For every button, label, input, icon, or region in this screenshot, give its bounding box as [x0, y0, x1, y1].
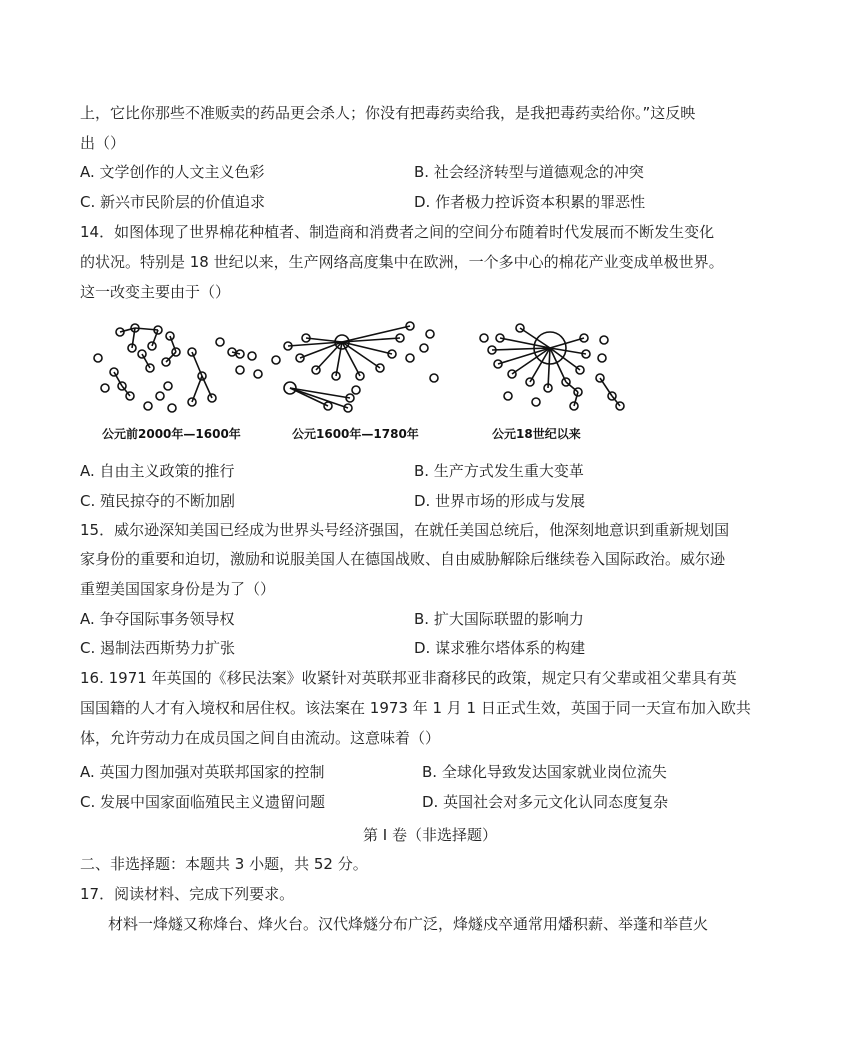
q13-option-c: C. 新兴市民阶层的价值追求 — [80, 193, 266, 211]
network-panel-2 — [272, 322, 438, 412]
network-panel-1 — [94, 324, 262, 412]
q16-option-b: B. 全球化导致发达国家就业岗位流失 — [422, 763, 667, 781]
q14-option-b: B. 生产方式发生重大变革 — [414, 462, 584, 480]
q15-option-b: B. 扩大国际联盟的影响力 — [414, 610, 584, 628]
q16-text-line-1: 16. 1971 年英国的《移民法案》收紧针对英联邦亚非裔移民的政策，规定只有父辈或祖父辈具有英 — [80, 669, 737, 687]
q13-text-line-1: 上，它比你那些不准贩卖的药品更会杀人；你没有把毒药卖给我，是我把毒药卖给你。”这反映 — [80, 104, 696, 122]
q16-option-c: C. 发展中国家面临殖民主义遗留问题 — [80, 793, 326, 811]
figure-caption-2: 公元1600年—1780年 — [292, 427, 419, 441]
q14-text-line-1: 14．如图体现了世界棉花种植者、制造商和消费者之间的空间分布随着时代发展而不断发生变化 — [80, 223, 715, 241]
q15-option-d: D. 谋求雅尔塔体系的构建 — [414, 639, 586, 657]
q15-option-a: A. 争夺国际事务领导权 — [80, 610, 235, 628]
figure-caption-3: 公元18世纪以来 — [492, 427, 581, 441]
network-diagrams — [80, 318, 640, 448]
q14-option-d: D. 世界市场的形成与发展 — [414, 492, 586, 510]
q14-text-line-2: 的状况。特别是 18 世纪以来，生产网络高度集中在欧洲，一个多中心的棉花产业变成单极世界。 — [80, 253, 724, 271]
network-panel-3 — [480, 324, 624, 410]
q13-option-b: B. 社会经济转型与道德观念的冲突 — [414, 163, 644, 181]
section-title: 第 I 卷（非选择题） — [363, 826, 497, 844]
q16-text-line-3: 体，允许劳动力在成员国之间自由流动。这意味着（） — [80, 729, 441, 747]
figure-caption-1: 公元前2000年—1600年 — [102, 427, 241, 441]
q14-text-line-3: 这一改变主要由于（） — [80, 283, 231, 301]
q15-text-line-1: 15．威尔逊深知美国已经成为世界头号经济强国，在就任美国总统后，他深刻地意识到重新规划国 — [80, 521, 730, 539]
q15-text-line-3: 重塑美国国家身份是为了（） — [80, 580, 276, 598]
q15-option-c: C. 遏制法西斯势力扩张 — [80, 639, 236, 657]
q16-option-a: A. 英国力图加强对英联邦国家的控制 — [80, 763, 325, 781]
q15-text-line-2: 家身份的重要和迫切，激励和说服美国人在德国战败、自由威胁解除后继续卷入国际政治。威尔逊 — [80, 550, 726, 568]
q13-option-a: A. 文学创作的人文主义色彩 — [80, 163, 265, 181]
q17-text-line-1: 17．阅读材料、完成下列要求。 — [80, 885, 295, 903]
q17-text-line-2: 材料一烽燧又称烽台、烽火台。汉代烽燧分布广泛，烽燧戍卒通常用燔积薪、举蓬和举苣火 — [108, 915, 709, 933]
q14-option-c: C. 殖民掠夺的不断加剧 — [80, 492, 236, 510]
q16-text-line-2: 国国籍的人才有入境权和居住权。该法案在 1973 年 1 月 1 日正式生效，英国于同一天宣布加入欧共 — [80, 699, 751, 717]
section-heading: 二、非选择题：本题共 3 小题，共 52 分。 — [80, 855, 368, 873]
q13-text-line-2: 出（） — [80, 134, 126, 152]
q14-option-a: A. 自由主义政策的推行 — [80, 462, 235, 480]
q13-option-d: D. 作者极力控诉资本积累的罪恶性 — [414, 193, 646, 211]
q16-option-d: D. 英国社会对多元文化认同态度复杂 — [422, 793, 669, 811]
cotton-network-figure — [80, 318, 640, 448]
